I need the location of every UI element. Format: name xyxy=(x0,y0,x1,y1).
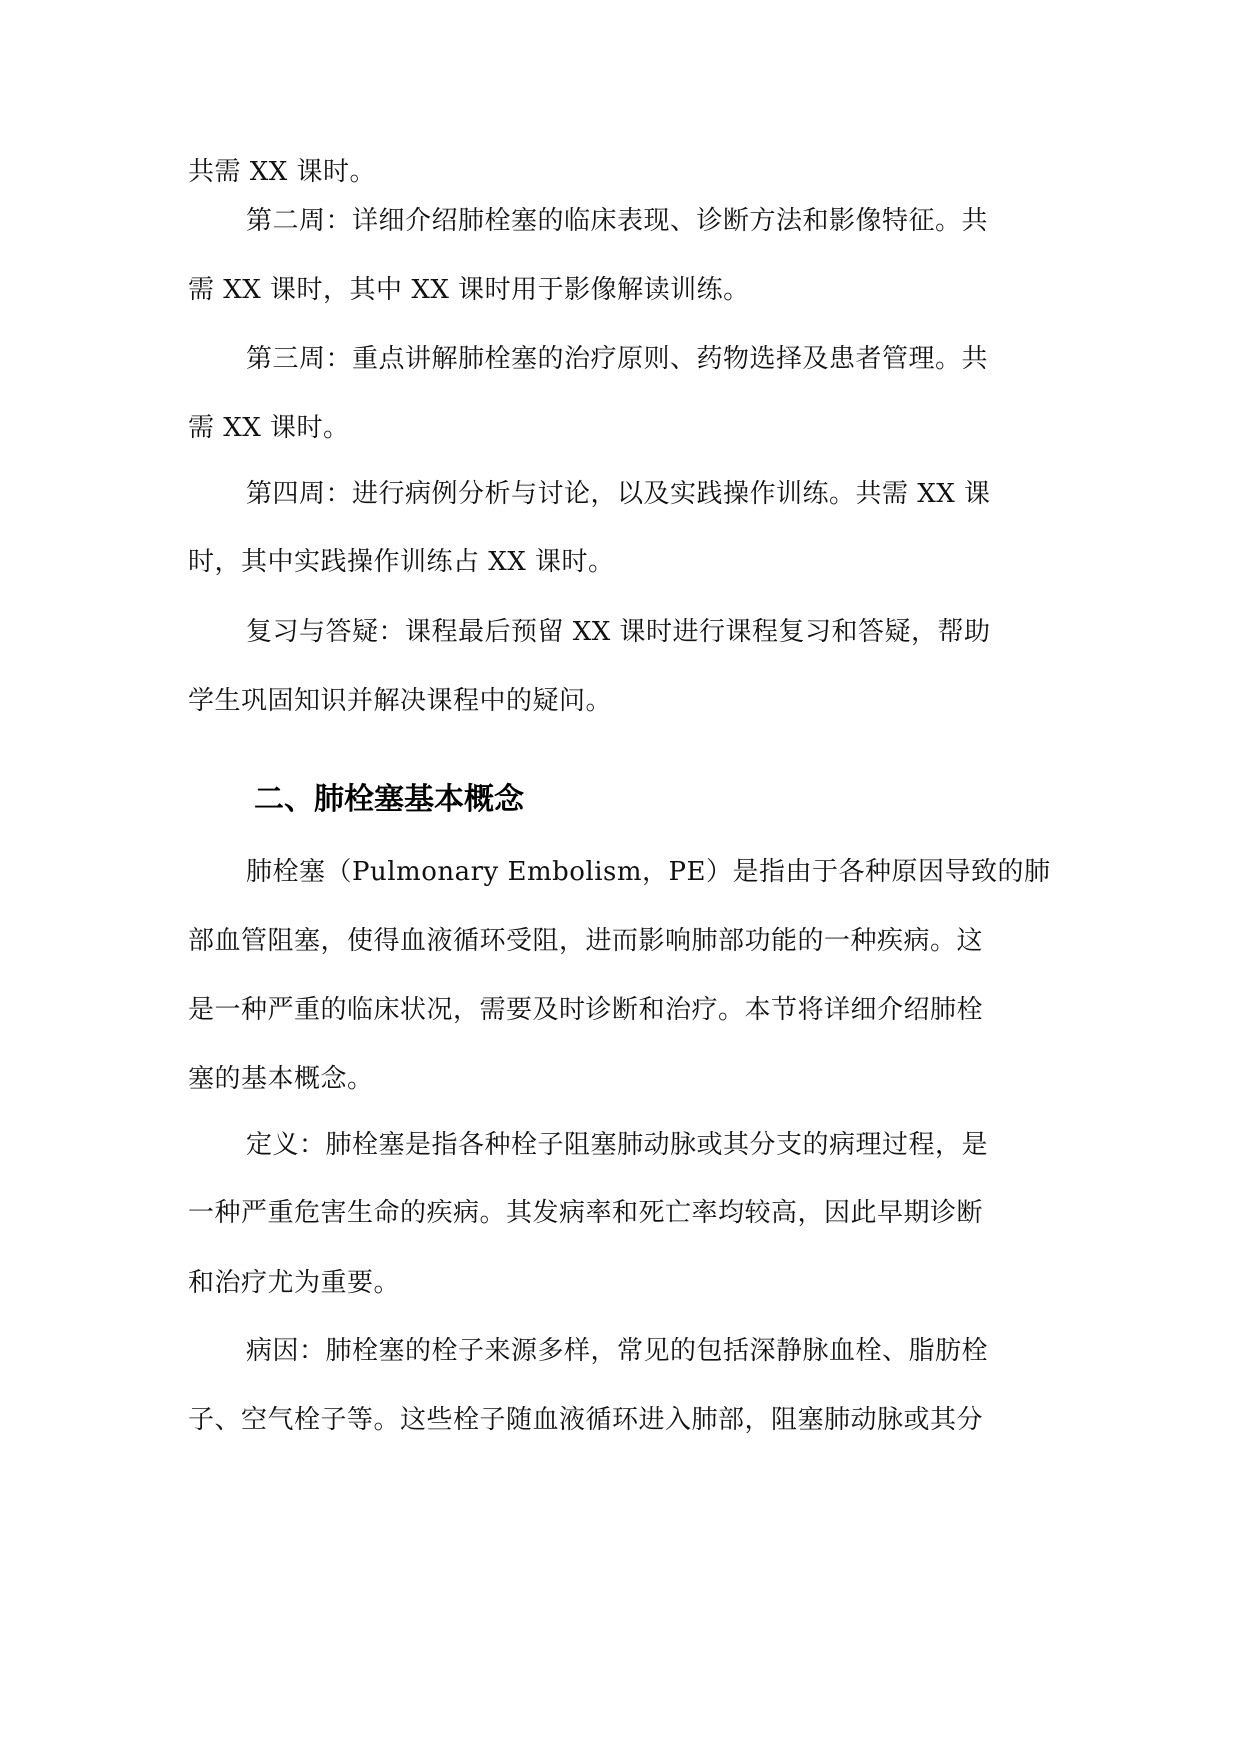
text-line: 学生巩固知识并解决课程中的疑问。 xyxy=(188,686,613,716)
section-heading: 二、肺栓塞基本概念 xyxy=(254,782,524,817)
text-line: 一种严重危害生命的疾病。其发病率和死亡率均较高，因此早期诊断 xyxy=(188,1198,984,1228)
text-line: 第二周：详细介绍肺栓塞的临床表现、诊断方法和影像特征。共 xyxy=(246,206,989,236)
text-line: 时，其中实践操作训练占 XX 课时。 xyxy=(188,547,615,577)
text-line: 部血管阻塞，使得血液循环受阻，进而影响肺部功能的一种疾病。这 xyxy=(188,926,984,956)
text-line: 肺栓塞（Pulmonary Embolism，PE）是指由于各种原因导致的肺 xyxy=(246,857,1051,887)
text-line: 病因：肺栓塞的栓子来源多样，常见的包括深静脉血栓、脂肪栓 xyxy=(246,1336,989,1366)
text-line: 复习与答疑：课程最后预留 XX 课时进行课程复习和答疑，帮助 xyxy=(246,617,991,647)
text-line: 是一种严重的临床状况，需要及时诊断和治疗。本节将详细介绍肺栓 xyxy=(188,995,984,1025)
text-line: 需 XX 课时。 xyxy=(188,413,350,443)
text-line: 第三周：重点讲解肺栓塞的治疗原则、药物选择及患者管理。共 xyxy=(246,344,989,374)
text-line: 定义：肺栓塞是指各种栓子阻塞肺动脉或其分支的病理过程，是 xyxy=(246,1130,989,1160)
text-line: 和治疗尤为重要。 xyxy=(188,1268,401,1298)
text-line: 塞的基本概念。 xyxy=(188,1064,374,1094)
text-line: 子、空气栓子等。这些栓子随血液循环进入肺部，阻塞肺动脉或其分 xyxy=(188,1405,984,1435)
text-line: 共需 XX 课时。 xyxy=(188,157,377,187)
text-line: 需 XX 课时，其中 XX 课时用于影像解读训练。 xyxy=(188,275,750,305)
text-line: 第四周：进行病例分析与讨论，以及实践操作训练。共需 XX 课 xyxy=(246,479,991,509)
